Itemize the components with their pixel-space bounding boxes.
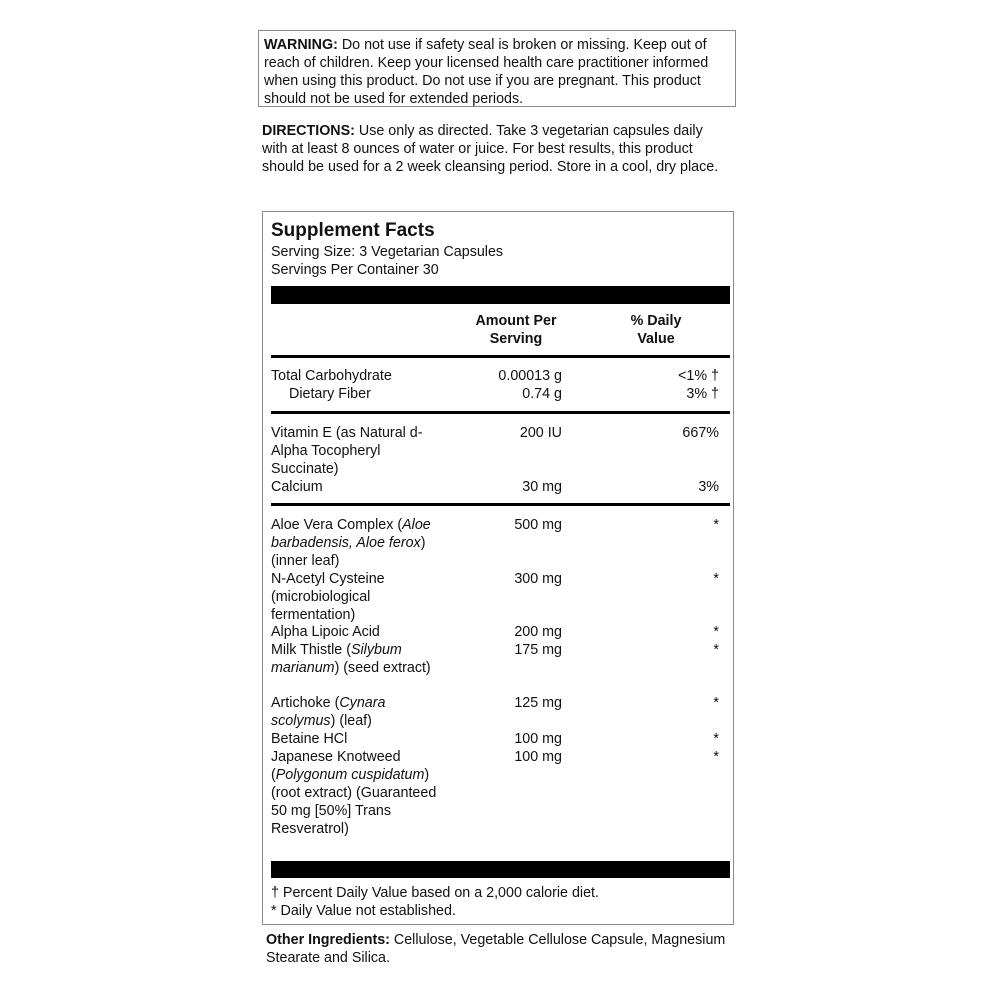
ingredient-dv: * [713,517,719,533]
serving-size: Serving Size: 3 Vegetarian Capsules [271,244,504,260]
nutrient-dv: 3% [698,479,719,495]
nutrient-amount: 30 mg [522,479,562,495]
ingredient-name-part: ) (root extract) (Guaranteed 50 mg [50%] Trans Resveratrol) [271,767,437,837]
ingredient-name: Betaine HCl [271,731,348,747]
servings-per-container: Servings Per Container 30 [271,262,439,278]
ingredient-amount: 200 mg [514,624,562,640]
nutrient-dv: 667% [682,425,719,441]
ingredient-dv: * [713,695,719,711]
ingredient-amount: 300 mg [514,571,562,587]
facts-top-bar [271,286,730,304]
footnote-not-established: * Daily Value not established. [271,903,456,919]
header-rule [271,355,730,358]
nutrient-name: Dietary Fiber [289,386,371,402]
ingredient-dv: * [713,749,719,765]
dv-header-line2: Value [637,331,675,347]
ingredient-amount: 125 mg [514,695,562,711]
facts-title: Supplement Facts [271,220,435,241]
dv-header [616,312,696,348]
ingredient-name-part: ) (inner leaf) [271,535,426,569]
ingredient-name: N-Acetyl Cysteine (microbiological fermentation) [271,571,385,623]
ingredient-latin-name: Silybum marianum [271,642,402,676]
directions-label: DIRECTIONS: [262,123,355,139]
dv-header-line1: % Daily [630,313,682,329]
amount-header-line1: Amount Per [475,313,557,329]
ingredient-dv: * [713,571,719,587]
amount-header-line2: Serving [489,331,543,347]
supplement-facts-panel [262,211,734,925]
nutrient-dv: <1% † [678,368,719,384]
other-ingredients-text: Cellulose, Vegetable Cellulose Capsule, Magnesium Stearate and Silica. [266,932,726,966]
nutrient-name: Total Carbohydrate [271,368,392,384]
ingredient-amount: 175 mg [514,642,562,658]
ingredient-dv: * [713,624,719,640]
directions-text: Use only as directed. Take 3 vegetarian capsules daily with at least 8 ounces of water or juice. For best results, this product should be used for a 2 week cleansing period. Store in a cool, dry place. [262,123,719,175]
ingredient-name-part: Aloe Vera Complex ( [271,517,403,533]
warning-box [258,30,736,107]
ingredient-name-part: Japanese Knotweed ( [271,749,401,783]
other-ingredients [266,931,736,967]
nutrient-name: Calcium [271,479,323,495]
other-ingredients-label: Other Ingredients: [266,932,390,948]
warning-text: Do not use if safety seal is broken or missing. Keep out of reach of children. Keep your licensed health care practitioner informed when using this product. Do not use if you are pregnant. This product should not be used for extended periods. [264,37,709,107]
nutrient-dv: 3% † [686,386,719,402]
ingredient-name [271,516,456,570]
ingredient-amount: 100 mg [514,731,562,747]
nutrient-amount: 200 IU [519,425,562,441]
footnotes [271,884,599,920]
ingredient-dv: * [713,731,719,747]
nutrient-amount: 0.74 g [522,386,562,402]
nutrient-amount: 0.00013 g [498,368,562,384]
ingredient-name-part: Artichoke ( [271,695,340,711]
ingredient-dv: * [713,642,719,658]
amount-header [456,312,576,348]
directions-block [262,122,732,176]
footnote-dv: † Percent Daily Value based on a 2,000 calorie diet. [271,885,599,901]
section-rule [271,503,730,506]
ingredient-amount: 500 mg [514,517,562,533]
ingredient-name-part: ) (seed extract) [334,660,431,676]
ingredient-latin-name: Polygonum cuspidatum [275,767,425,783]
ingredient-name [271,694,426,730]
warning-label: WARNING: [264,37,338,53]
ingredient-latin-name: Cynara scolymus [271,695,386,729]
nutrient-name: Vitamin E (as Natural d-Alpha Tocopheryl Succinate) [271,425,423,477]
ingredient-name: Alpha Lipoic Acid [271,624,380,640]
section-rule [271,411,730,414]
ingredient-amount: 100 mg [514,749,562,765]
facts-bottom-bar [271,861,730,878]
ingredient-name [271,748,443,838]
ingredient-latin-name: Aloe barbadensis, Aloe ferox [271,517,431,551]
ingredient-name-part: Milk Thistle ( [271,642,351,658]
ingredient-name [271,641,436,677]
ingredient-name-part: ) (leaf) [330,713,372,729]
